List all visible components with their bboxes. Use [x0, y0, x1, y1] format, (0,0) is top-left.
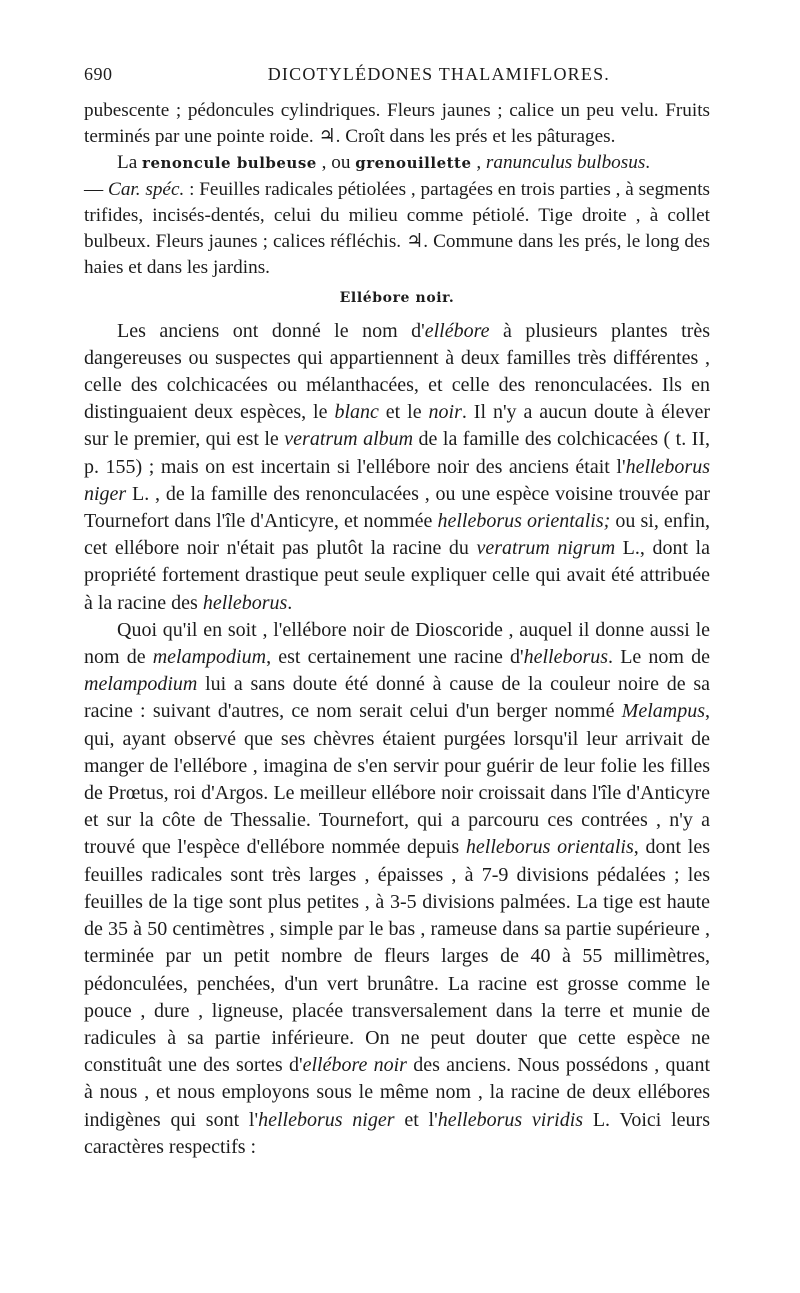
- running-title: DICOTYLÉDONES THALAMIFLORES.: [267, 64, 610, 84]
- page-number: 690: [84, 64, 113, 84]
- page-body: [84, 98, 710, 1161]
- paragraph-renoncule-bulbeuse: La renoncule bulbeuse , ou grenouillette , ranunculus bulbosus. — Car. spéc. : Feuilles radicales pétiolées , partagées en trois parties , à segments trifides, incisés-dentés, celui du milieu comme pétiolé. Tige droite , à collet bulbeux. Fleurs jaunes ; calices réfléchis. ♃. Commune dans les prés, le long des haies et dans les jardins.: [84, 152, 710, 279]
- common-name-renoncule: renoncule bulbeuse: [142, 154, 317, 173]
- paragraph-continuation: pubescente ; pédoncules cylindriques. Fleurs jaunes ; calice un peu velu. Fruits terminés par une pointe roide. ♃. Croît dans les prés et les pâturages.: [84, 100, 710, 148]
- paragraph-anciens: Les anciens ont donné le nom d'ellébore à plusieurs plantes très dangereuses ou suspectes qui appartiennent à deux familles très différentes , celle des colchicacées ou mélanthacées, et celle des renonculacées. Ils en distinguaient deux espèces, le blanc et le noir. Il n'y a aucun doute à élever sur le premier, qui est le veratrum album de la famille des colchicacées ( t. II, p. 155) ; mais on est incertain si l'ellébore noir des anciens était l'helleborus niger L. , de la famille des renonculacées , ou une espèce voisine trouvée par Tournefort dans l'île d'Anticyre, et nommée helleborus orientalis; ou si, enfin, cet ellébore noir n'était pas plutôt la racine du veratrum nigrum L., dont la propriété fortement drastique peut seule expliquer celle qui avait été attribuée à la racine des helleborus.: [84, 319, 711, 614]
- paragraph-dioscoride: Quoi qu'il en soit , l'ellébore noir de Dioscoride , auquel il donne aussi le nom de melampodium, est certainement une racine d'helleborus. Le nom de melampodium lui a sans doute été donné à cause de la couleur noire de sa racine : suivant d'autres, ce nom serait celui d'un berger nommé Melampus, qui, ayant observé que ses chèvres étaient purgées lorsqu'il leur arrivait de manger de l'ellébore , imagina de s'en servir pour guérir de leur folie les filles de Prœtus, roi d'Argos. Le meilleur ellébore noir croissait dans l'île d'Anticyre et sur la côte de Thessalie. Tournefort, qui a parcouru ces contrées , n'y a trouvé que l'espèce d'ellébore nommée depuis helleborus orientalis, dont les feuilles radicales sont très larges , épaisses , à 7-9 divisions pédalées ; les feuilles de la tige sont plus petites , à 3-5 divisions palmées. La tige est haute de 35 à 50 centimètres , simple par le bas , rameuse dans sa partie supérieure , terminée par un petit nombre de fleurs larges de 40 à 55 millimètres, pédonculées, penchées, d'un vert brunâtre. La racine est grosse comme le pouce , dure , ligneuse, placée transversalement dans la terre et munie de radicules à sa partie inférieure. On ne peut douter que cette espèce ne constituât une des sortes d'ellébore noir des anciens. Nous possédons , quant à nous , et nous employons sous le même nom , la racine de deux ellébores indigènes qui sont l'helleborus niger et l'helleborus viridis L. Voici leurs caractères respectifs :: [84, 618, 711, 1158]
- section-heading: Ellébore noir.: [339, 290, 455, 307]
- latin-name: ranunculus bulbosus: [485, 152, 646, 174]
- car-spec-label: Car. spéc.: [108, 178, 185, 200]
- common-name-grenouillette: grenouillette: [355, 154, 472, 173]
- running-header: [84, 64, 710, 85]
